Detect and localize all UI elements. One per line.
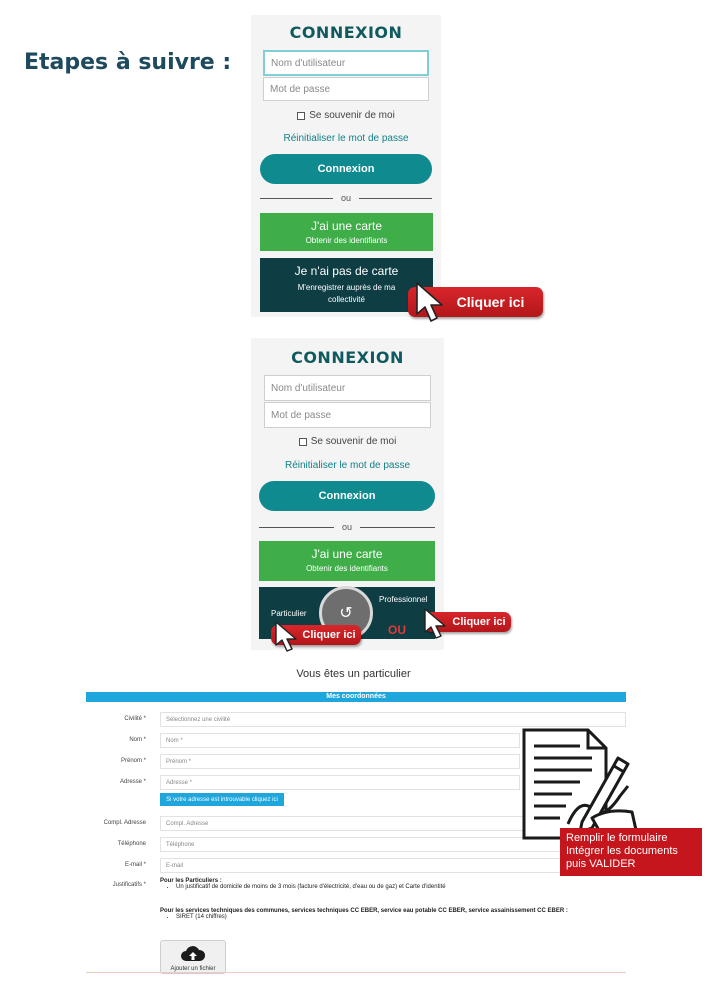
remember-label: Se souvenir de moi <box>309 110 395 121</box>
field-label: Prénom * <box>120 758 146 764</box>
card-button[interactable] <box>260 213 433 251</box>
remember-label: Se souvenir de moi <box>310 436 397 447</box>
form-input[interactable]: Sélectionnez une civilité <box>160 712 626 727</box>
professionnel-option[interactable]: Professionnel <box>379 595 428 604</box>
services-block <box>160 908 568 920</box>
document-signing-icon <box>520 726 640 842</box>
form-input[interactable]: E-mail <box>160 858 626 873</box>
field-label: Civilité * <box>124 716 146 722</box>
click-here-callout-right: Cliquer ici <box>425 612 511 632</box>
section-header: Mes coordonnées <box>86 692 626 702</box>
services-item: • SIRET (14 chiffres) <box>176 914 568 920</box>
particuliers-item: • Un justificatif de domicile de moins de 3 mois (facture d'électricité, d'eau ou de gaz) et Carte d'identité <box>176 884 446 890</box>
form-input[interactable]: Compl. Adresse <box>160 816 626 831</box>
refresh-icon: ↺ <box>319 586 373 640</box>
username-field[interactable]: Nom d'utilisateur <box>264 375 431 401</box>
particuliers-block <box>160 878 446 890</box>
login-panel-1 <box>251 15 441 317</box>
form-input[interactable]: Téléphone <box>160 837 626 852</box>
ou-label: OU <box>388 623 406 637</box>
no-card-button-subtitle-2: collectivité <box>328 295 365 304</box>
cursor-arrow-icon <box>423 607 453 641</box>
note-line-1: Remplir le formulaire <box>566 832 668 844</box>
cursor-arrow-icon <box>274 620 304 654</box>
click-here-callout-left: Cliquer ici <box>271 625 361 645</box>
remember-me[interactable] <box>251 110 441 121</box>
instruction-note <box>560 828 702 876</box>
particulier-option[interactable]: Particulier <box>271 609 307 618</box>
reset-password-link[interactable]: Réinitialiser le mot de passe <box>284 460 411 471</box>
login-button[interactable]: Connexion <box>259 481 435 511</box>
separator-text: ou <box>341 193 352 203</box>
form-bottom-divider <box>86 972 626 973</box>
or-separator <box>260 193 432 203</box>
remember-checkbox[interactable] <box>299 438 307 446</box>
password-field[interactable]: Mot de passe <box>264 402 431 428</box>
or-separator <box>259 522 435 532</box>
no-card-button-title: Je n'ai pas de carte <box>294 264 399 278</box>
card-button[interactable] <box>259 541 435 581</box>
separator-text: ou <box>342 522 353 532</box>
field-label: Nom * <box>129 737 146 743</box>
note-line-2: Intégrer les documents <box>566 845 678 857</box>
particuliers-title: Pour les Particuliers : <box>160 878 222 884</box>
form-input[interactable]: Adresse * <box>160 775 520 790</box>
click-here-callout: Cliquer ici <box>408 287 543 317</box>
username-field[interactable]: Nom d'utilisateur <box>263 50 429 76</box>
services-title: Pour les services techniques des communes, services techniques CC EBER, service eau potable CC EBER, service assainissement CC EBER : <box>160 908 568 914</box>
password-field[interactable]: Mot de passe <box>263 77 429 101</box>
remember-me[interactable] <box>251 436 444 447</box>
field-label: Téléphone <box>117 841 146 847</box>
page-heading: Etapes à suivre : <box>24 50 232 75</box>
upload-label: Ajouter un fichier <box>170 966 216 972</box>
card-button-title: J'ai une carte <box>311 547 383 561</box>
cursor-arrow-icon <box>414 281 452 325</box>
cloud-upload-icon <box>180 944 206 964</box>
upload-file-button[interactable] <box>160 940 226 974</box>
login-panel-2 <box>251 338 444 650</box>
form-input[interactable]: Nom * <box>160 733 520 748</box>
login-button[interactable]: Connexion <box>260 154 432 184</box>
login-title: CONNEXION <box>291 348 404 367</box>
card-button-title: J'ai une carte <box>311 219 382 233</box>
field-label: E-mail * <box>124 862 146 868</box>
login-title: CONNEXION <box>289 23 403 42</box>
form-input[interactable]: Prénom * <box>160 754 520 769</box>
note-line-3: puis VALIDER <box>566 858 636 870</box>
justificatifs-label: Justificatifs * <box>112 882 146 888</box>
field-label: Adresse * <box>119 779 146 785</box>
reset-password-link[interactable]: Réinitialiser le mot de passe <box>283 133 409 144</box>
remember-checkbox[interactable] <box>297 112 305 120</box>
card-button-subtitle: Obtenir des identifiants <box>306 564 388 573</box>
form-title: Vous êtes un particulier <box>296 668 411 680</box>
card-button-subtitle: Obtenir des identifiants <box>305 236 388 245</box>
field-label: Compl. Adresse <box>103 820 146 826</box>
no-card-button-subtitle-1: M'enregistrer auprès de ma <box>297 283 396 292</box>
address-not-found-button[interactable]: Si votre adresse est introuvable cliquez ici <box>160 793 284 806</box>
